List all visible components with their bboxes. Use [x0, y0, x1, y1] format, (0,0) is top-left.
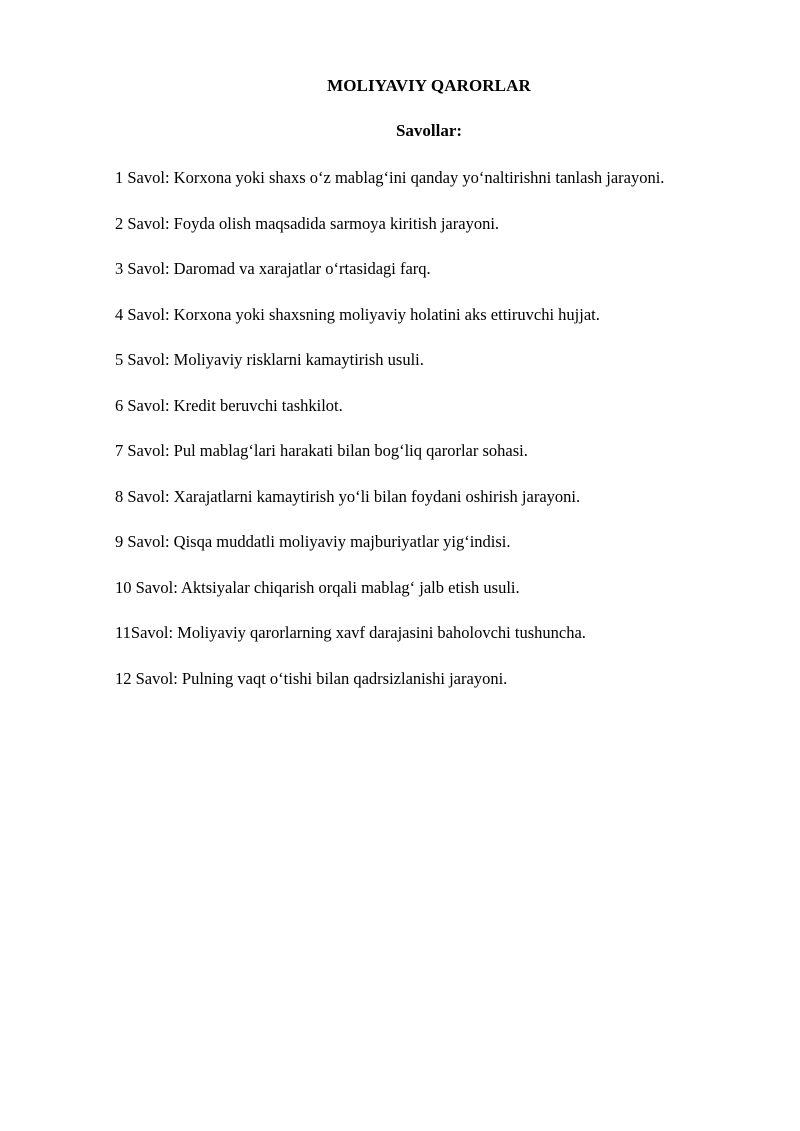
question-item: 3 Savol: Daromad va xarajatlar o‘rtasidagi farq. [115, 259, 431, 278]
question-list [115, 166, 785, 712]
question-item: 6 Savol: Kredit beruvchi tashkilot. [115, 395, 343, 415]
question-item: 9 Savol: Qisqa muddatli moliyaviy majburiyatlar yig‘indisi. [115, 532, 511, 551]
question-item: 10 Savol: Aktsiyalar chiqarish orqali mablag‘ jalb etish usuli. [115, 577, 520, 597]
question-item: 5 Savol: Moliyaviy risklarni kamaytirish usuli. [115, 350, 424, 369]
question-item: 7 Savol: Pul mablag‘lari harakati bilan bog‘liq qarorlar sohasi. [115, 441, 528, 460]
question-item: 1 Savol: Korxona yoki shaxs o‘z mablag‘ini qanday yo‘naltirishni tanlash jarayoni. [115, 168, 665, 187]
question-item: 11Savol: Moliyaviy qarorlarning xavf darajasini baholovchi tushuncha. [115, 623, 586, 642]
page-subtitle: Savollar: [395, 121, 463, 140]
page-title: MOLIYAVIY QARORLAR [327, 76, 531, 95]
question-item: 2 Savol: Foyda olish maqsadida sarmoya kiritish jarayoni. [115, 213, 500, 233]
question-item: 4 Savol: Korxona yoki shaxsning moliyaviy holatini aks ettiruvchi hujjat. [115, 304, 600, 324]
question-item: 8 Savol: Xarajatlarni kamaytirish yo‘li bilan foydani oshirish jarayoni. [115, 486, 581, 506]
question-item: 12 Savol: Pulning vaqt o‘tishi bilan qadrsizlanishi jarayoni. [115, 668, 508, 688]
